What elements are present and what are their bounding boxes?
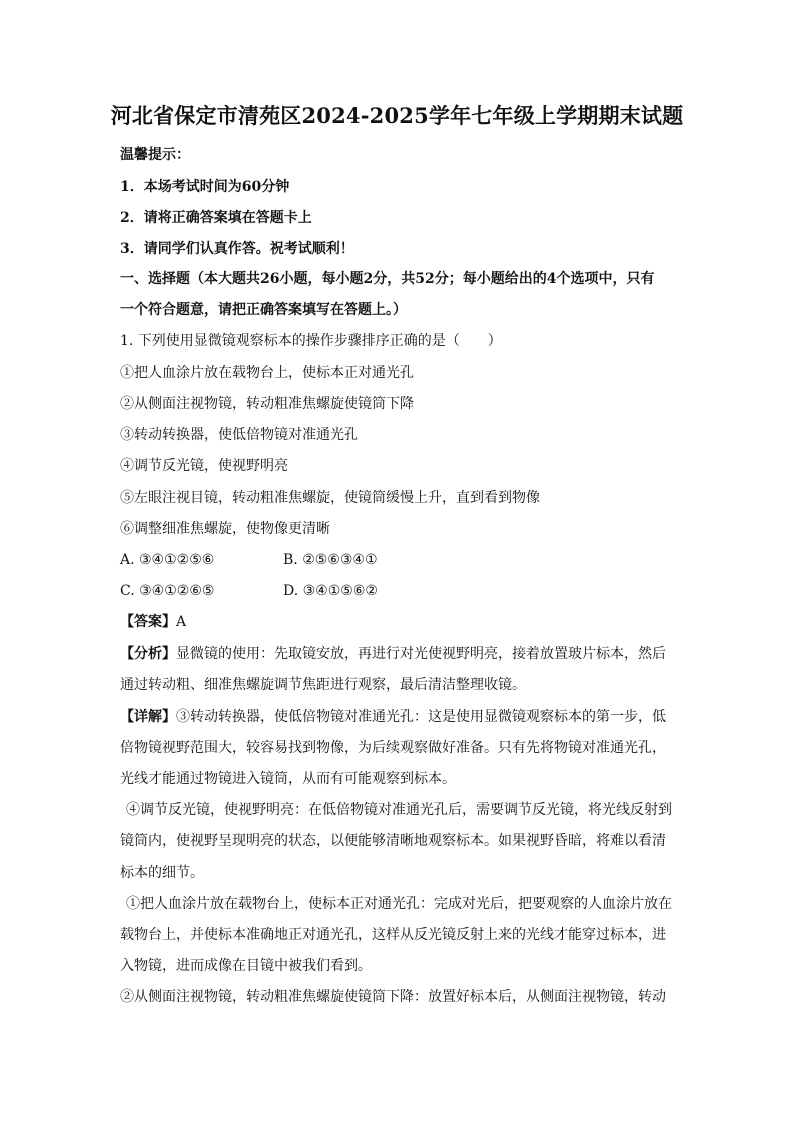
detail-text: ④调节反光镜，使视野明亮：在低倍物镜对准通光孔后，需要调节反光镜，将光线反射到 — [126, 802, 672, 818]
detail-line — [120, 708, 680, 726]
detail-label: 【详解】 — [120, 709, 176, 725]
analysis-text: 显微镜的使用：先取镜安放，再进行对光使视野明亮，接着放置玻片标本，然后 — [176, 646, 666, 662]
answer-label: 【答案】 — [120, 614, 176, 630]
notice-item: 3．请同学们认真作答。祝考试顺利！ — [120, 241, 354, 257]
question-step: ⑤左眼注视目镜，转动粗准焦螺旋，使镜筒缓慢上升，直到看到物像 — [120, 490, 540, 506]
question-step: ①把人血涂片放在载物台上，使标本正对通光孔 — [120, 365, 414, 381]
analysis-line — [120, 645, 680, 663]
detail-text: 光线才能通过物镜进入镜筒，从而有可能观察到标本。 — [120, 771, 456, 787]
detail-text: ①把人血涂片放在载物台上，使标本正对通光孔：完成对光后，把要观察的人血涂片放在 — [126, 896, 672, 912]
detail-text: 标本的细节。 — [120, 865, 204, 881]
question-step: ③转动转换器，使低倍物镜对准通光孔 — [120, 427, 358, 443]
detail-text: ③转动转换器，使低倍物镜对准通光孔：这是使用显微镜观察标本的第一步，低 — [176, 709, 666, 725]
detail-text: ②从侧面注视物镜，转动粗准焦螺旋使镜筒下降：放置好标本后，从侧面注视物镜，转动 — [120, 989, 666, 1005]
question-step: ⑥调整细准焦螺旋，使物像更清晰 — [120, 521, 330, 537]
analysis-label: 【分析】 — [120, 646, 176, 662]
notice-item: 2．请将正确答案填在答题卡上 — [120, 210, 312, 226]
section-heading-cont: 一个符合题意，请把正确答案填写在答题上。） — [120, 302, 407, 318]
question-stem: 1. 下列使用显微镜观察标本的操作步骤排序正确的是（ ） — [120, 333, 502, 349]
analysis-text-cont: 通过转动粗、细准焦螺旋调节焦距进行观察，最后清洁整理收镜。 — [120, 677, 526, 693]
answer-value: A — [176, 614, 187, 630]
option-b: B. ②⑤⑥③④① — [283, 552, 378, 568]
answer-line — [120, 613, 680, 631]
page-title: 河北省保定市清苑区2024-2025学年七年级上学期期末试题 — [110, 103, 684, 128]
option-d: D. ③④①⑤⑥② — [283, 583, 378, 599]
option-a: A. ③④①②⑤⑥ — [120, 552, 215, 568]
section-heading: 一、选择题（本大题共26小题，每小题2分，共52分；每小题给出的4个选项中，只有 — [120, 271, 655, 287]
notice-item: 1．本场考试时间为60分钟 — [120, 179, 290, 195]
detail-text: 镜筒内，使视野呈现明亮的状态，以便能够清晰地观察标本。如果视野昏暗，将难以看清 — [120, 833, 666, 849]
question-step: ②从侧面注视物镜，转动粗准焦螺旋使镜筒下降 — [120, 396, 414, 412]
notice-heading: 温馨提示： — [120, 147, 190, 163]
detail-text: 入物镜，进而成像在目镜中被我们看到。 — [120, 958, 372, 974]
option-c: C. ③④①②⑥⑤ — [120, 583, 215, 599]
question-step: ④调节反光镜，使视野明亮 — [120, 458, 288, 474]
detail-text: 载物台上，并使标本准确地正对通光孔，这样从反光镜反射上来的光线才能穿过标本，进 — [120, 927, 666, 943]
detail-text: 倍物镜视野范围大，较容易找到物像，为后续观察做好准备。只有先将物镜对准通光孔， — [120, 740, 666, 756]
